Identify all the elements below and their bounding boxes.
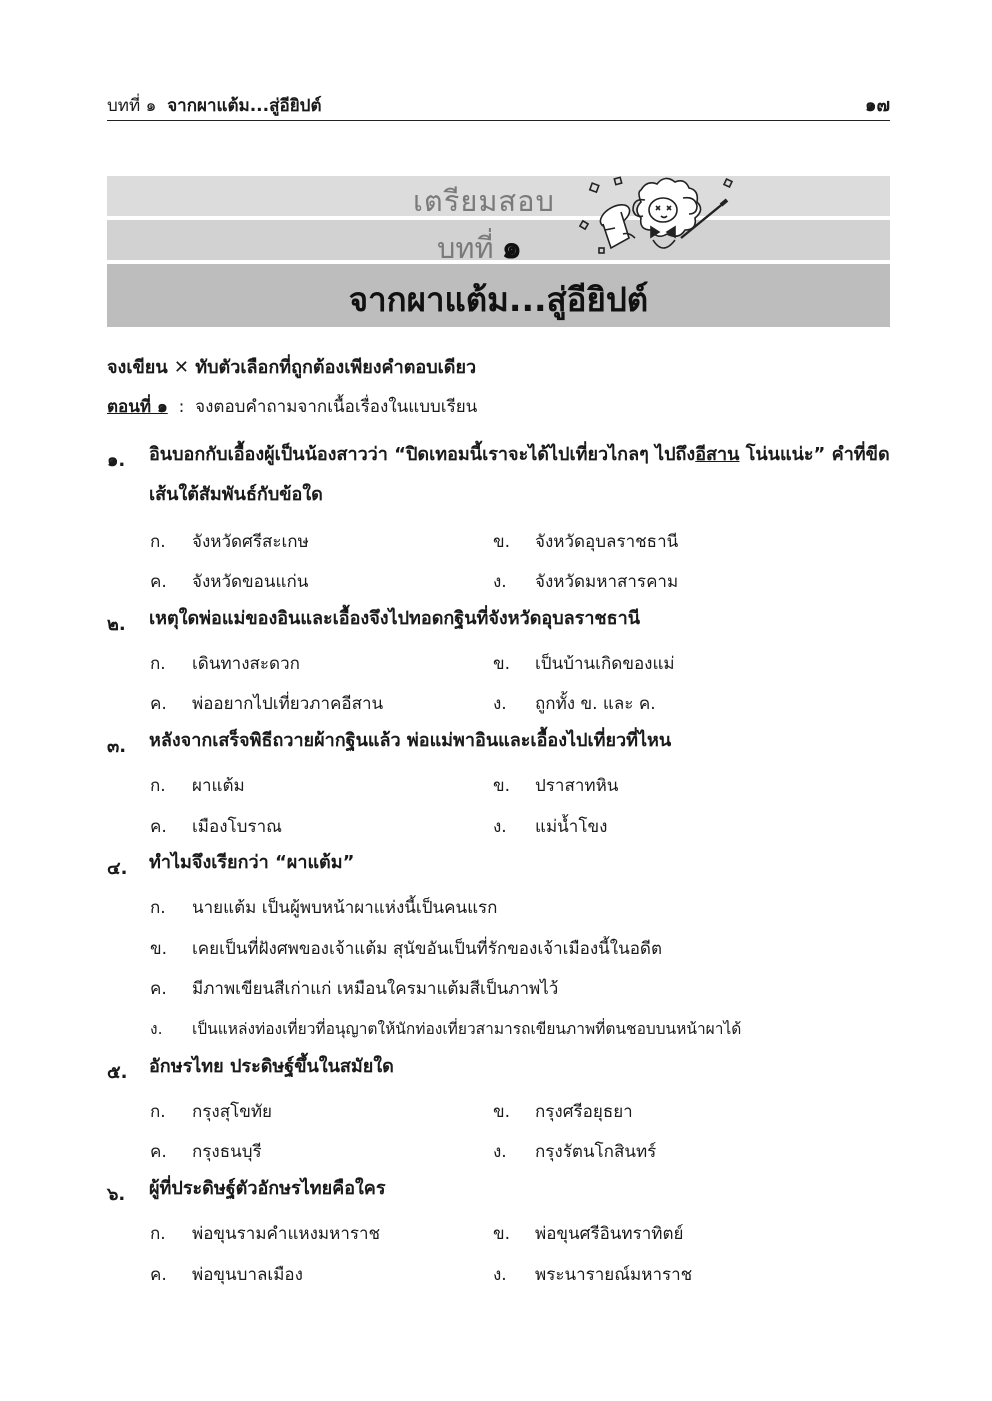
question-1	[107, 445, 892, 525]
option-text: เดินทางสะดวก	[192, 654, 300, 674]
question-2	[107, 609, 892, 639]
option-label: ข.	[493, 776, 511, 796]
question-number: ๓.	[107, 736, 127, 757]
option-text: ถูกทั้ง ข. และ ค.	[535, 694, 656, 714]
option-text: ปราสาทหิน	[535, 776, 619, 796]
chapter-banner	[107, 176, 890, 327]
option-text: เคยเป็นที่ฝังศพของเจ้าแต้ม สุนัขอันเป็นที่รักของเจ้าเมืองนี้ในอดีต	[192, 939, 662, 959]
option-label: ค.	[150, 817, 167, 837]
question-text: หลังจากเสร็จพิธีถวายผ้ากฐินแล้ว พ่อแม่พาอินและเอื้องไปเที่ยวที่ไหน	[149, 730, 672, 751]
option-label: ก.	[150, 898, 166, 918]
chapter-title: จากผาแต้ม...สู่อียิปต์	[167, 96, 322, 116]
question-3	[107, 731, 892, 761]
option-label: ค.	[150, 1265, 167, 1285]
option-text: เมืองโบราณ	[192, 817, 282, 837]
option-text: กรุงรัตนโกสินทร์	[535, 1142, 657, 1162]
option-label: ก.	[150, 1102, 166, 1122]
option-label: ค.	[150, 694, 167, 714]
option-label: ข.	[493, 1102, 511, 1122]
option-text: พ่ออยากไปเที่ยวภาคอีสาน	[192, 694, 384, 714]
chapter-prefix: บทที่ ๑	[107, 96, 157, 116]
banner-prep-text: เตรียมสอบ	[413, 184, 555, 218]
option-label: ก.	[150, 1224, 166, 1244]
option-label: ก.	[150, 776, 166, 796]
part-heading	[107, 393, 477, 420]
option-label: ค.	[150, 1142, 167, 1162]
option-text: เป็นบ้านเกิดของแม่	[535, 654, 675, 674]
question-5	[107, 1057, 892, 1087]
option-label: ง.	[493, 1142, 507, 1162]
question-text: ทำไมจึงเรียกว่า “ผาแต้ม”	[149, 852, 355, 873]
option-text: จังหวัดอุบลราชธานี	[535, 532, 679, 552]
question-number: ๖.	[107, 1184, 126, 1205]
question-number: ๕.	[107, 1062, 128, 1083]
option-label: ข.	[493, 1224, 511, 1244]
option-text: พ่อขุนบาลเมือง	[192, 1265, 303, 1285]
question-text-before: อินบอกกับเอื้องผู้เป็นน้องสาวว่า “ปิดเทอมนี้เราจะได้ไปเที่ยวไกลๆ ไปถึง	[149, 444, 696, 465]
option-text: มีภาพเขียนสีเก่าแก่ เหมือนใครมาแต้มสีเป็นภาพไว้	[192, 979, 559, 999]
option-text: นายแต้ม เป็นผู้พบหน้าผาแห่งนี้เป็นคนแรก	[192, 898, 498, 918]
chapter-header	[107, 92, 321, 119]
option-label: ง.	[493, 694, 507, 714]
option-label: ค.	[150, 979, 167, 999]
option-text: พ่อขุนศรีอินทราทิตย์	[535, 1224, 684, 1244]
question-text	[149, 435, 892, 515]
option-label: ง.	[493, 1265, 507, 1285]
instructions: จงเขียน ✕ ทับตัวเลือกที่ถูกต้องเพียงคำตอบเดียว	[107, 357, 477, 378]
option-text: แม่น้ำโขง	[535, 817, 608, 837]
running-head	[107, 90, 890, 121]
part-label: ตอนที่ ๑	[107, 397, 168, 417]
option-text: เป็นแหล่งท่องเที่ยวที่อนุญาตให้นักท่องเที่ยวสามารถเขียนภาพที่ตนชอบบนหน้าผาได้	[192, 1020, 742, 1038]
question-underlined-word: อีสาน	[695, 444, 740, 465]
option-label: ข.	[493, 532, 511, 552]
option-label: ข.	[150, 939, 168, 959]
question-number: ๑.	[107, 450, 126, 471]
option-label: ก.	[150, 532, 166, 552]
option-text: กรุงศรีอยุธยา	[535, 1102, 633, 1122]
question-6	[107, 1179, 892, 1209]
question-text: อักษรไทย ประดิษฐ์ขึ้นในสมัยใด	[149, 1056, 394, 1077]
part-text: จงตอบคำถามจากเนื้อเรื่องในแบบเรียน	[195, 397, 478, 417]
option-text: จังหวัดมหาสารคาม	[535, 572, 679, 592]
question-text-after: โน่นแน่ะ” คำที่ขีดเส้นใต้สัมพันธ์กับข้อใด	[149, 444, 890, 505]
banner-title: จากผาแต้ม...สู่อียิปต์	[348, 280, 649, 319]
option-label: ค.	[150, 572, 167, 592]
option-label: ง.	[150, 1020, 163, 1038]
option-text: กรุงสุโขทัย	[192, 1102, 273, 1122]
question-text: ผู้ที่ประดิษฐ์ตัวอักษรไทยคือใคร	[149, 1178, 386, 1199]
option-label: ก.	[150, 654, 166, 674]
banner-lesson	[437, 222, 522, 273]
question-number: ๒.	[107, 614, 126, 635]
question-number: ๔.	[107, 858, 128, 879]
option-text: จังหวัดศรีสะเกษ	[192, 532, 309, 552]
sheep-magician-mascot-icon	[575, 176, 765, 268]
option-label: ง.	[493, 572, 507, 592]
banner-lesson-label: บทที่	[437, 231, 494, 265]
option-label: ง.	[493, 817, 507, 837]
option-text: จังหวัดขอนแก่น	[192, 572, 309, 592]
option-text: พระนารายณ์มหาราช	[535, 1265, 693, 1285]
question-4	[107, 853, 892, 883]
page-number: ๑๗	[865, 95, 890, 116]
option-text: พ่อขุนรามคำแหงมหาราช	[192, 1224, 381, 1244]
question-text: เหตุใดพ่อแม่ของอินและเอื้องจึงไปทอดกฐินที่จังหวัดอุบลราชธานี	[149, 608, 641, 629]
option-text: ผาแต้ม	[192, 776, 245, 796]
part-colon: :	[178, 397, 185, 417]
option-label: ข.	[493, 654, 511, 674]
option-text: กรุงธนบุรี	[192, 1142, 262, 1162]
banner-lesson-number: ๑	[501, 228, 522, 266]
